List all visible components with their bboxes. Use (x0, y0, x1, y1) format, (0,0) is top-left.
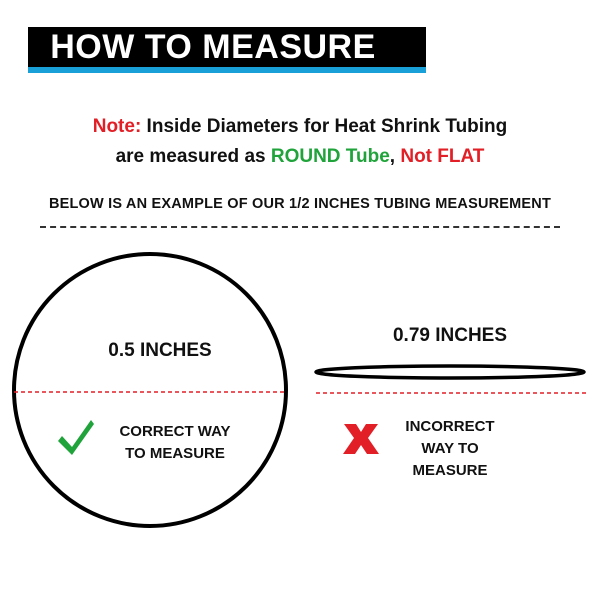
round-tube-text: ROUND Tube (270, 146, 390, 167)
note-comma: , (389, 146, 401, 167)
round-tube-circle (14, 254, 286, 526)
note-prefix: Note: (92, 116, 142, 137)
cross-icon (343, 424, 379, 454)
example-heading: BELOW IS AN EXAMPLE OF OUR 1/2 INCHES TUBING MEASUREMENT (48, 196, 552, 212)
note-line-1-text: Inside Diameters for Heat Shrink Tubing (141, 116, 508, 137)
correct-caption (100, 421, 250, 465)
round-measurement-label: 0.5 INCHES (108, 340, 212, 361)
correct-caption-line-2: TO MEASURE (125, 445, 225, 462)
flat-tube-ellipse (316, 366, 584, 378)
flat-measurement-label: 0.79 INCHES (392, 325, 508, 346)
page-title: HOW TO MEASURE (50, 28, 376, 66)
incorrect-caption (385, 416, 515, 482)
note-line-2-text: are measured as (115, 146, 271, 167)
incorrect-caption-line-1: INCORRECT (405, 418, 495, 435)
incorrect-caption-line-2: WAY TO (421, 440, 479, 457)
not-flat-text: Not FLAT (400, 146, 485, 167)
correct-caption-line-1: CORRECT WAY (119, 423, 231, 440)
incorrect-caption-line-3: MEASURE (412, 462, 488, 479)
check-icon (58, 420, 94, 455)
